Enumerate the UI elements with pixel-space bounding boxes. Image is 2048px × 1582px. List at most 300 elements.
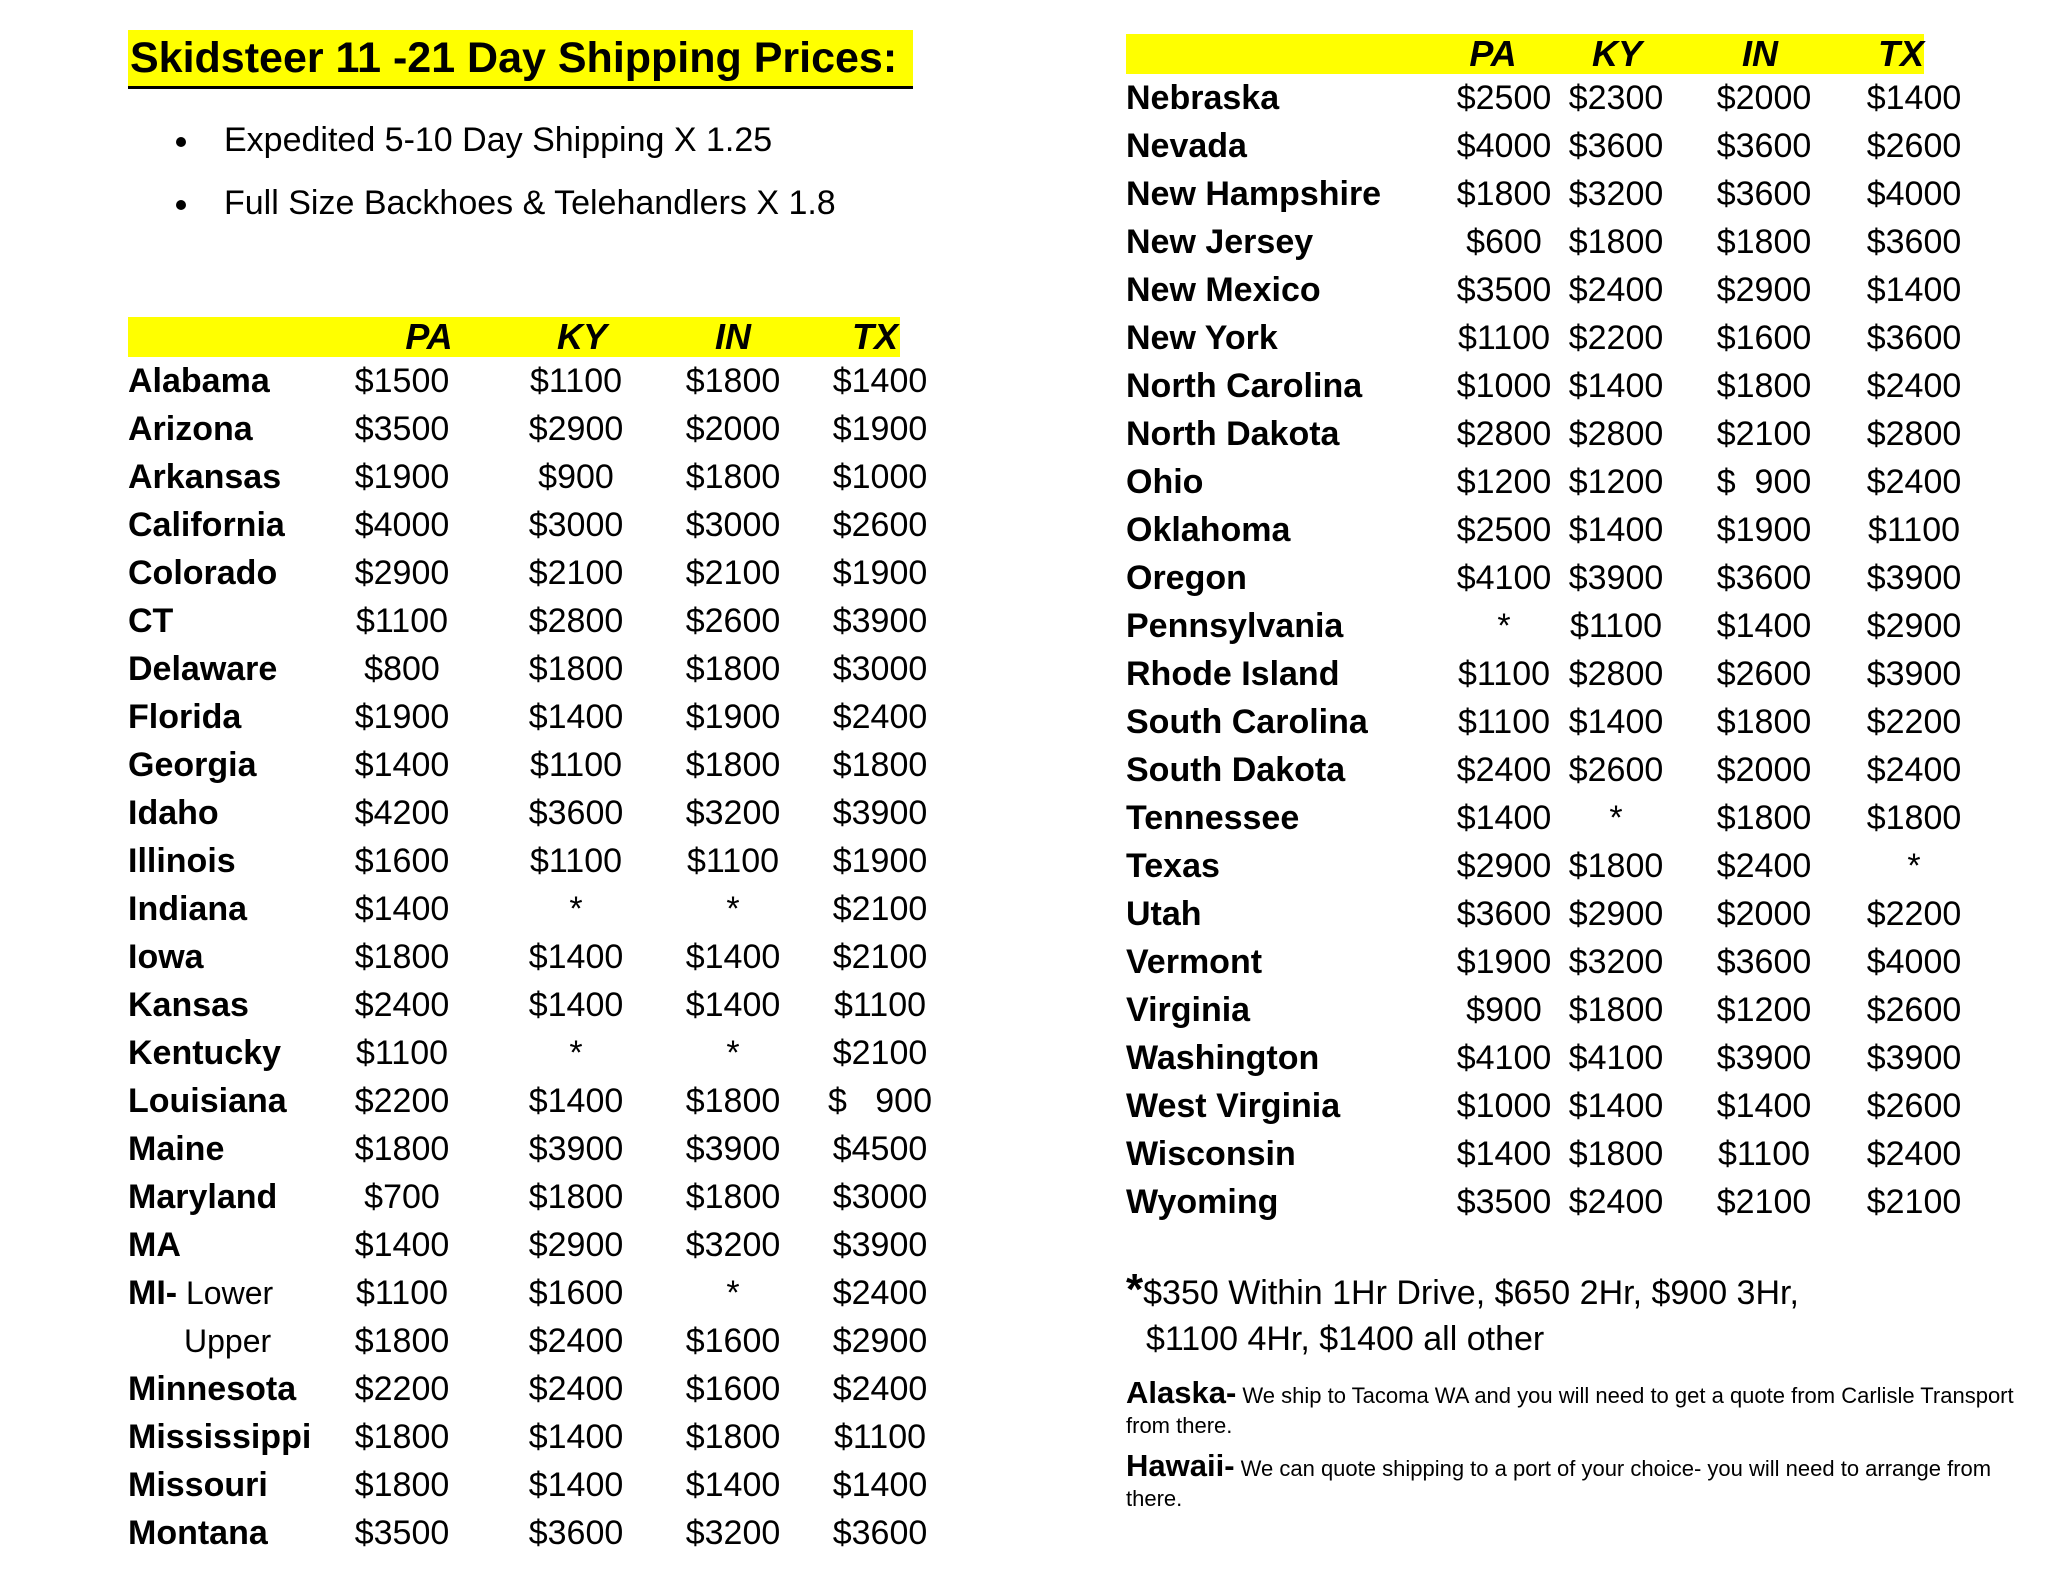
state-name <box>1126 746 1345 794</box>
price-pa: $4000 <box>1456 127 1552 165</box>
state-label: CT <box>128 602 174 640</box>
right-column <box>1126 34 2026 1514</box>
price-in: $2600 <box>685 602 781 640</box>
table-row <box>128 981 1008 1029</box>
state-label: MI- <box>128 1274 178 1312</box>
price-in: * <box>726 890 740 928</box>
price-ky: $2800 <box>528 602 624 640</box>
state-name <box>1126 218 1313 266</box>
state-label: Washington <box>1126 1039 1320 1077</box>
column-header-tx: TX <box>851 316 899 357</box>
state-name <box>128 1509 268 1557</box>
table-row <box>1126 842 2026 890</box>
hawaii-text: We can quote shipping to a port of your choice- you will need to arrange from there. <box>1126 1456 1992 1511</box>
state-label: Texas <box>1126 847 1220 885</box>
price-ky: $1400 <box>528 1418 624 1456</box>
state-label: Georgia <box>128 746 257 784</box>
price-pa: $4100 <box>1456 1039 1552 1077</box>
left-column <box>128 30 1008 1557</box>
table-row <box>1126 362 2026 410</box>
price-ky: $2800 <box>1568 415 1664 453</box>
state-name <box>1126 1082 1340 1130</box>
table-row <box>128 1365 1008 1413</box>
price-tx: $ 900 <box>828 1082 932 1120</box>
price-in: $1800 <box>1716 223 1812 261</box>
price-in: $2000 <box>1716 79 1812 117</box>
state-name <box>1126 890 1202 938</box>
state-name <box>1126 1178 1278 1226</box>
price-in: $1800 <box>1716 799 1812 837</box>
price-in: $1800 <box>685 746 781 784</box>
state-name <box>128 1413 311 1461</box>
table-row <box>1126 554 2026 602</box>
table-row <box>128 789 1008 837</box>
price-tx: $4000 <box>1866 175 1962 213</box>
price-tx: $3900 <box>1866 559 1962 597</box>
state-label: Iowa <box>128 938 204 976</box>
price-tx: $2600 <box>1866 991 1962 1029</box>
price-ky: $3600 <box>528 1514 624 1552</box>
state-name <box>128 1365 296 1413</box>
price-tx: * <box>1907 847 1921 885</box>
price-in: $1600 <box>1716 319 1812 357</box>
state-label: Vermont <box>1126 943 1263 981</box>
price-tx: $2600 <box>1866 127 1962 165</box>
table-row <box>128 645 1008 693</box>
price-in: $2000 <box>685 410 781 448</box>
state-label: MA <box>128 1226 181 1264</box>
price-tx: $1100 <box>833 986 927 1024</box>
state-name <box>128 885 247 933</box>
state-name <box>128 741 256 789</box>
state-name <box>128 405 253 453</box>
price-ky: $2400 <box>1568 1183 1664 1221</box>
state-name <box>128 1221 181 1269</box>
price-ky: * <box>1609 799 1623 837</box>
state-name <box>128 789 219 837</box>
price-ky: $3200 <box>1568 943 1664 981</box>
state-label: Ohio <box>1126 463 1204 501</box>
table-row <box>128 693 1008 741</box>
price-in: $1800 <box>685 1418 781 1456</box>
price-pa: $1400 <box>354 746 450 784</box>
price-pa: $1000 <box>1456 1087 1552 1125</box>
state-sub-label: Upper <box>184 1323 272 1359</box>
table-row <box>128 501 1008 549</box>
price-pa: $1500 <box>354 362 450 400</box>
state-label: Wisconsin <box>1126 1135 1296 1173</box>
price-ky: $1400 <box>1568 511 1664 549</box>
price-tx: $1000 <box>832 458 928 496</box>
state-name <box>1126 794 1299 842</box>
state-name <box>1126 74 1279 122</box>
column-header-ky: KY <box>556 316 608 357</box>
table-row <box>128 453 1008 501</box>
price-pa: $3500 <box>1456 1183 1552 1221</box>
price-pa: $1000 <box>1456 367 1552 405</box>
price-pa: $1800 <box>354 1466 450 1504</box>
table-row <box>128 1173 1008 1221</box>
state-label: Pennsylvania <box>1126 607 1344 645</box>
state-label: Rhode Island <box>1126 655 1340 693</box>
price-in: $1800 <box>685 1178 781 1216</box>
price-ky: $1100 <box>529 842 623 880</box>
price-ky: $3900 <box>528 1130 624 1168</box>
hawaii-note <box>1126 1448 2026 1514</box>
state-name <box>1126 458 1203 506</box>
table-row <box>128 1461 1008 1509</box>
table-row <box>128 549 1008 597</box>
price-pa: * <box>1497 607 1511 645</box>
state-label: Colorado <box>128 554 278 592</box>
state-name <box>1126 1130 1296 1178</box>
table-row <box>128 741 1008 789</box>
price-tx: $1400 <box>832 362 928 400</box>
state-name <box>128 933 204 981</box>
price-tx: $2200 <box>1866 703 1962 741</box>
price-tx: $2400 <box>832 1274 928 1312</box>
price-ky: $3900 <box>1568 559 1664 597</box>
state-label: Nevada <box>1126 127 1247 165</box>
price-pa: $900 <box>1466 991 1542 1029</box>
price-in: $1800 <box>1716 367 1812 405</box>
price-pa: $1100 <box>1457 655 1551 693</box>
price-in: $2900 <box>1716 271 1812 309</box>
price-ky: $1800 <box>528 650 624 688</box>
price-in: $1400 <box>685 986 781 1024</box>
table-row <box>128 1077 1008 1125</box>
state-sub-label: Lower <box>177 1275 274 1311</box>
state-label: Florida <box>128 698 242 736</box>
price-ky: $1400 <box>528 698 624 736</box>
state-name <box>1126 314 1278 362</box>
state-label: West Virginia <box>1126 1087 1341 1125</box>
footnote-star: * <box>1126 1265 1144 1314</box>
price-pa: $2400 <box>354 986 450 1024</box>
price-tx: $3900 <box>832 794 928 832</box>
price-tx: $3000 <box>832 1178 928 1216</box>
price-pa: $3500 <box>354 1514 450 1552</box>
price-in: $1800 <box>685 458 781 496</box>
state-name <box>1126 170 1381 218</box>
price-tx: $3600 <box>1866 223 1962 261</box>
price-pa: $700 <box>364 1178 440 1216</box>
price-in: $1400 <box>1716 607 1812 645</box>
price-tx: $3900 <box>1866 1039 1962 1077</box>
price-tx: $1100 <box>833 1418 927 1456</box>
price-in: $1800 <box>685 362 781 400</box>
price-in: $3200 <box>685 1226 781 1264</box>
price-ky: $1800 <box>528 1178 624 1216</box>
price-pa: $3600 <box>1456 895 1552 933</box>
price-tx: $2100 <box>832 890 928 928</box>
price-tx: $3600 <box>1866 319 1962 357</box>
column-header-tx: TX <box>1877 33 1925 74</box>
price-tx: $2400 <box>832 1370 928 1408</box>
state-label: Maryland <box>128 1178 278 1216</box>
table-row <box>1126 938 2026 986</box>
column-header-in: IN <box>1742 33 1778 74</box>
price-tx: $2900 <box>1866 607 1962 645</box>
price-ky: $1800 <box>1568 847 1664 885</box>
footnote-line: $1100 4Hr, $1400 all other <box>1146 1320 1545 1358</box>
price-in: $3600 <box>1716 559 1812 597</box>
state-name <box>128 1125 224 1173</box>
price-in: $3200 <box>685 794 781 832</box>
state-name <box>128 453 281 501</box>
price-pa: $800 <box>364 650 440 688</box>
state-label: North Carolina <box>1126 367 1363 405</box>
page-title: Skidsteer 11 -21 Day Shipping Prices: <box>128 30 913 89</box>
table-row <box>1126 458 2026 506</box>
price-tx: $1800 <box>1866 799 1962 837</box>
state-label: Oregon <box>1126 559 1247 597</box>
price-in: $1100 <box>686 842 780 880</box>
price-pa: $1800 <box>354 938 450 976</box>
price-tx: $1800 <box>832 746 928 784</box>
state-label: South Carolina <box>1126 703 1368 741</box>
price-in: $1800 <box>685 650 781 688</box>
price-ky: $1400 <box>1568 367 1664 405</box>
table-row <box>1126 122 2026 170</box>
state-label: Louisiana <box>128 1082 287 1120</box>
state-label: Idaho <box>128 794 219 832</box>
price-ky: $1400 <box>528 1466 624 1504</box>
state-name <box>1126 1034 1319 1082</box>
list-item: Full Size Backhoes & Telehandlers X 1.8 <box>128 172 1008 235</box>
price-ky: $1100 <box>529 362 623 400</box>
state-label: Delaware <box>128 650 278 688</box>
price-in: * <box>726 1274 740 1312</box>
table-row <box>128 1269 1008 1317</box>
state-name <box>1126 506 1290 554</box>
price-ky: $2900 <box>528 1226 624 1264</box>
price-in: $1400 <box>685 1466 781 1504</box>
state-label: Oklahoma <box>1126 511 1291 549</box>
table-row <box>128 357 1008 405</box>
state-label: Utah <box>1126 895 1202 933</box>
state-name <box>128 1029 281 1077</box>
price-in: * <box>726 1034 740 1072</box>
price-tx: $4000 <box>1866 943 1962 981</box>
price-pa: $4100 <box>1456 559 1552 597</box>
price-ky: $1400 <box>528 1082 624 1120</box>
state-name <box>1126 938 1262 986</box>
multiplier-list <box>128 109 1008 235</box>
table-row <box>1126 698 2026 746</box>
column-header-pa: PA <box>405 316 453 357</box>
state-name <box>128 549 277 597</box>
price-ky: $2900 <box>528 410 624 448</box>
state-label: New York <box>1126 319 1278 357</box>
price-tx: $1900 <box>832 554 928 592</box>
price-pa: $2900 <box>1456 847 1552 885</box>
table-row <box>1126 986 2026 1034</box>
price-in: $1900 <box>685 698 781 736</box>
price-pa: $1800 <box>354 1322 450 1360</box>
price-pa: $4000 <box>354 506 450 544</box>
price-in: $2000 <box>1716 751 1812 789</box>
price-in: $2000 <box>1716 895 1812 933</box>
price-tx: $3000 <box>832 650 928 688</box>
price-tx: $2400 <box>832 698 928 736</box>
state-name <box>128 1461 268 1509</box>
price-in: $1800 <box>1716 703 1812 741</box>
price-pa: $1400 <box>1456 799 1552 837</box>
price-pa: $2900 <box>354 554 450 592</box>
price-ky: $2100 <box>528 554 624 592</box>
state-label: Virginia <box>1126 991 1251 1029</box>
state-name <box>128 837 236 885</box>
price-in: $3200 <box>685 1514 781 1552</box>
table-row <box>128 1125 1008 1173</box>
price-pa: $1200 <box>1456 463 1552 501</box>
price-pa: $1900 <box>1456 943 1552 981</box>
state-name <box>128 357 270 405</box>
table-row <box>128 1413 1008 1461</box>
price-pa: $2200 <box>354 1370 450 1408</box>
price-in: $3000 <box>685 506 781 544</box>
column-header-in: IN <box>715 316 751 357</box>
price-tx: $3900 <box>832 1226 928 1264</box>
state-label: Montana <box>128 1514 268 1552</box>
state-name <box>1126 650 1339 698</box>
price-table-right <box>1126 74 2026 1226</box>
table-row <box>1126 794 2026 842</box>
price-in: $1400 <box>685 938 781 976</box>
table-row <box>1126 314 2026 362</box>
price-in: $3900 <box>685 1130 781 1168</box>
price-ky: $1200 <box>1568 463 1664 501</box>
price-ky: $2400 <box>528 1370 624 1408</box>
price-ky: $1400 <box>528 986 624 1024</box>
state-label: Arizona <box>128 410 253 448</box>
price-ky: $2400 <box>1568 271 1664 309</box>
price-ky: $3200 <box>1568 175 1664 213</box>
price-ky: $1600 <box>528 1274 624 1312</box>
state-label: Mississippi <box>128 1418 312 1456</box>
price-tx: $2600 <box>1866 1087 1962 1125</box>
state-name <box>128 597 173 645</box>
state-name <box>1126 602 1343 650</box>
price-pa: $1100 <box>355 1034 449 1072</box>
table-header <box>128 317 900 357</box>
price-ky: $900 <box>538 458 614 496</box>
price-ky: $1400 <box>1568 703 1664 741</box>
state-name <box>1126 554 1247 602</box>
table-row <box>1126 1034 2026 1082</box>
table-row <box>128 597 1008 645</box>
price-ky: $1400 <box>1568 1087 1664 1125</box>
price-ky: $2600 <box>1568 751 1664 789</box>
price-pa: $1600 <box>354 842 450 880</box>
state-name <box>1126 986 1250 1034</box>
price-tx: $4500 <box>832 1130 928 1168</box>
price-pa: $2500 <box>1456 511 1552 549</box>
state-label: Minnesota <box>128 1370 297 1408</box>
price-ky: $2900 <box>1568 895 1664 933</box>
price-tx: $3600 <box>832 1514 928 1552</box>
price-pa: $1900 <box>354 698 450 736</box>
table-row <box>128 885 1008 933</box>
price-pa: $2400 <box>1456 751 1552 789</box>
table-row <box>128 933 1008 981</box>
state-name <box>128 693 241 741</box>
state-label: Maine <box>128 1130 225 1168</box>
state-name <box>128 501 285 549</box>
price-pa: $1100 <box>355 1274 449 1312</box>
price-in: $3900 <box>1716 1039 1812 1077</box>
state-label: New Hampshire <box>1126 175 1382 213</box>
price-ky: $1100 <box>1569 607 1663 645</box>
table-row <box>1126 890 2026 938</box>
table-row <box>1126 1130 2026 1178</box>
price-tx: $2100 <box>832 938 928 976</box>
price-in: $2100 <box>1716 1183 1812 1221</box>
state-label: Tennessee <box>1126 799 1300 837</box>
state-name <box>1126 122 1247 170</box>
price-in: $1400 <box>1716 1087 1812 1125</box>
price-pa: $1800 <box>354 1418 450 1456</box>
price-ky: $1400 <box>528 938 624 976</box>
price-in: $3600 <box>1716 127 1812 165</box>
price-tx: $2100 <box>1866 1183 1962 1221</box>
state-name <box>128 1317 271 1365</box>
footnote-line: $350 Within 1Hr Drive, $650 2Hr, $900 3Hr, <box>1143 1274 1799 1312</box>
state-name <box>128 1077 287 1125</box>
state-label: North Dakota <box>1126 415 1340 453</box>
price-pa: $1100 <box>355 602 449 640</box>
price-pa: $1100 <box>1457 319 1551 357</box>
price-ky: * <box>569 890 583 928</box>
state-label: Alabama <box>128 362 270 400</box>
price-tx: $2800 <box>1866 415 1962 453</box>
table-row <box>1126 1178 2026 1226</box>
price-tx: $1400 <box>1866 271 1962 309</box>
price-tx: $2400 <box>1866 1135 1962 1173</box>
price-pa: $1100 <box>1457 703 1551 741</box>
price-ky: $3600 <box>528 794 624 832</box>
state-label: Indiana <box>128 890 248 928</box>
state-label: South Dakota <box>1126 751 1346 789</box>
price-pa: $1900 <box>354 458 450 496</box>
state-label: California <box>128 506 285 544</box>
hawaii-label: Hawaii- <box>1126 1448 1235 1483</box>
price-tx: $1100 <box>1867 511 1961 549</box>
price-pa: $2800 <box>1456 415 1552 453</box>
state-name <box>128 645 277 693</box>
price-tx: $1400 <box>1866 79 1962 117</box>
price-ky: $3600 <box>1568 127 1664 165</box>
price-in: $3600 <box>1716 943 1812 981</box>
price-pa: $1800 <box>354 1130 450 1168</box>
price-pa: $1400 <box>1456 1135 1552 1173</box>
price-ky: * <box>569 1034 583 1072</box>
table-row <box>1126 506 2026 554</box>
table-row <box>1126 170 2026 218</box>
state-label: Missouri <box>128 1466 268 1504</box>
table-row <box>128 1509 1008 1557</box>
state-name <box>128 1269 273 1317</box>
state-label: Wyoming <box>1126 1183 1279 1221</box>
price-tx: $2200 <box>1866 895 1962 933</box>
price-table-left <box>128 357 1008 1557</box>
table-row <box>1126 746 2026 794</box>
price-pa: $3500 <box>1456 271 1552 309</box>
state-label: Illinois <box>128 842 236 880</box>
state-label: Kentucky <box>128 1034 282 1072</box>
price-tx: $2400 <box>1866 463 1962 501</box>
